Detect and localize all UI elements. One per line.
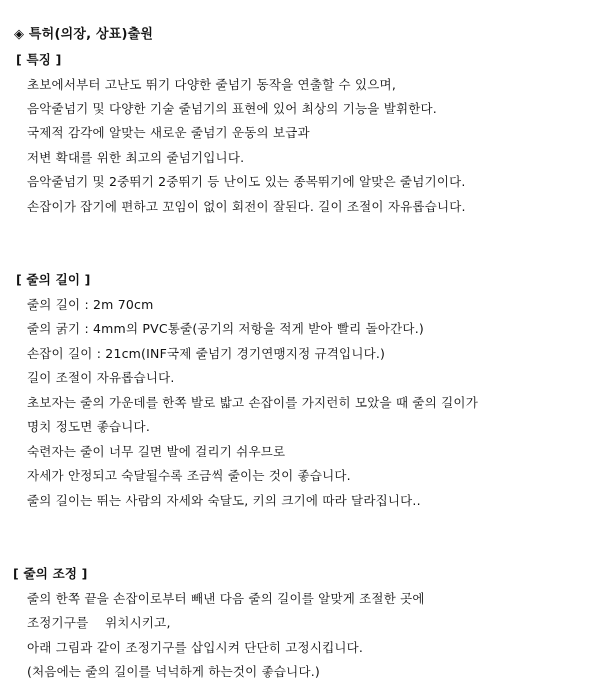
adjustment-line: (처음에는 줄의 길이를 넉넉하게 하는것이 좋습니다.) [27,664,320,679]
feature-line: 국제적 감각에 알맞는 새로운 줄넘기 운동의 보급과 [27,125,310,140]
rope-length-line: 자세가 안정되고 숙달될수록 조금씩 줄이는 것이 좋습니다. [27,468,351,483]
section-heading-rope-adjustment: [ 줄의 조정 ] [13,566,88,581]
rope-length-line: 명치 정도면 좋습니다. [27,419,150,434]
rope-length-line: 줄의 길이는 뛰는 사람의 자세와 숙달도, 키의 크기에 따라 달라집니다.. [27,493,421,508]
rope-length-line: 길이 조절이 자유롭습니다. [27,370,175,385]
feature-line: 저변 확대를 위한 최고의 줄넘기입니다. [27,150,245,165]
section-heading-rope-length: [ 줄의 길이 ] [16,272,91,287]
handle-length-line: 손잡이 길이 : 21cm(INF국제 줄넘기 경기연맹지정 규격입니다.) [27,346,386,361]
page-title: ◈ 특허(의장, 상표)출원 [14,27,154,42]
adjustment-line: 조정기구를 위치시키고, [27,615,171,630]
feature-line: 음악줄넘기 및 다양한 기술 줄넘기의 표현에 있어 최상의 기능을 발휘한다. [27,101,437,116]
rope-length-line: 숙련자는 줄이 너무 길면 발에 걸리기 쉬우므로 [27,444,286,459]
rope-length-line: 줄의 길이 : 2m 70cm [27,297,154,312]
adjustment-line: 아래 그림과 같이 조정기구를 삽입시켜 단단히 고정시킵니다. [27,640,364,655]
rope-thickness-line: 줄의 굵기 : 4mm의 PVC통줄(공기의 저항을 적게 받아 빨리 돌아간다.) [27,321,424,336]
section-heading-features: [ 특징 ] [16,52,62,67]
feature-line: 손잡이가 잡기에 편하고 꼬임이 없이 회전이 잘된다. 길이 조절이 자유롭습니다. [27,199,466,214]
feature-line: 음악줄넘기 및 2중뛰기 2중뛰기 등 난이도 있는 종목뛰기에 알맞은 줄넘기이다. [27,174,466,189]
feature-line: 초보에서부터 고난도 뛰기 다양한 줄넘기 동작을 연출할 수 있으며, [27,77,396,92]
rope-length-line: 초보자는 줄의 가운데를 한쪽 발로 밟고 손잡이를 가지런히 모았을 때 줄의 길이가 [27,395,478,410]
adjustment-line: 줄의 한쪽 끝을 손잡이로부터 빼낸 다음 줄의 길이를 알맞게 조절한 곳에 [27,591,425,606]
